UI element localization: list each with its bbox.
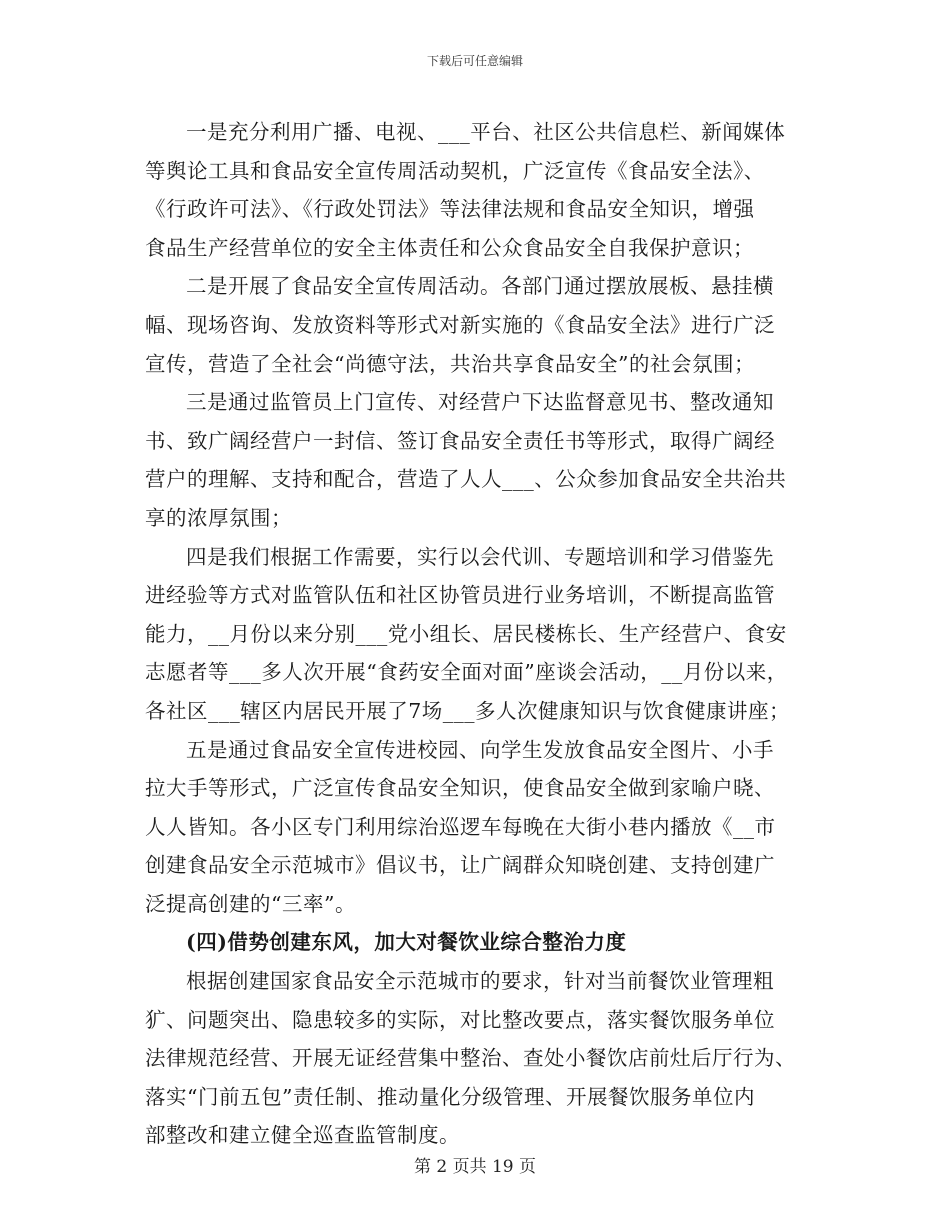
body-line: 宣传，营造了全社会“尚德守法，共治共享食品安全”的社会氛围； (145, 351, 755, 376)
body-line: 进经验等方式对监管队伍和社区协管员进行业务培训，不断提高监管 (145, 583, 775, 608)
body-line: 幅、现场咨询、发放资料等形式对新实施的《食品安全法》进行广泛 (145, 312, 775, 337)
section-line: 法律规范经营、开展无证经营集中整治、查处小餐饮店前灶后厅行为、 (145, 1046, 796, 1071)
body-line: 享的浓厚氛围； (145, 505, 292, 530)
section-line: 犷、问题突出、隐患较多的实际，对比整改要点，落实餐饮服务单位 (145, 1007, 775, 1032)
page-number-footer: 第 2 页共 19 页 (413, 1157, 537, 1177)
body-line: 能力，__月份以来分别___党小组长、居民楼栋长、生产经营户、食安 (145, 621, 787, 646)
page-header-note: 下载后可任意编辑 (426, 54, 523, 68)
body-line: 书、致广阔经营户一封信、签订食品安全责任书等形式，取得广阔经 (145, 428, 775, 453)
body-line: 三是通过监管员上门宣传、对经营户下达监督意见书、整改通知 (186, 390, 774, 415)
section-heading: (四)借势创建东风，加大对餐饮业综合整治力度 (186, 930, 627, 955)
body-line: 等舆论工具和食品安全宣传周活动契机，广泛宣传《食品安全法》、 (145, 158, 765, 183)
section-line: 部整改和建立健全巡查监管制度。 (145, 1123, 460, 1148)
body-line: 志愿者等___多人次开展“食药安全面对面”座谈会活动，__月份以来， (145, 660, 788, 685)
section-line: 根据创建国家食品安全示范城市的要求，针对当前餐饮业管理粗 (186, 969, 774, 994)
body-line: 泛提高创建的“三率”。 (145, 891, 356, 916)
body-line: 食品生产经营单位的安全主体责任和公众食品安全自我保护意识； (145, 235, 754, 260)
body-line: 五是通过食品安全宣传进校园、向学生发放食品安全图片、小手 (186, 737, 774, 762)
body-line: 人人皆知。各小区专门利用综治巡逻车每晚在大街小巷内播放《__市 (145, 814, 776, 839)
body-line: 二是开展了食品安全宣传周活动。各部门通过摆放展板、悬挂横 (186, 274, 774, 299)
body-line: 创建食品安全示范城市》倡议书，让广阔群众知晓创建、支持创建广 (145, 853, 775, 878)
body-line: 一是充分利用广播、电视、___平台、社区公共信息栏、新闻媒体 (186, 120, 786, 144)
document-body (145, 113, 825, 1155)
body-line: 四是我们根据工作需要，实行以会代训、专题培训和学习借鉴先 (186, 544, 774, 569)
body-line: 各社区___辖区内居民开展了7场___多人次健康知识与饮食健康讲座； (145, 698, 791, 723)
section-line: 落实“门前五包”责任制、推动量化分级管理、开展餐饮服务单位内 (145, 1084, 755, 1109)
body-line: 营户的理解、支持和配合，营造了人人___、公众参加食品安全共治共 (145, 467, 787, 492)
body-line: 拉大手等形式，广泛宣传食品安全知识，使食品安全做到家喻户晓、 (145, 776, 775, 801)
body-line: 《行政许可法》、《行政处罚法》等法律法规和食品安全知识，增强 (145, 197, 755, 222)
